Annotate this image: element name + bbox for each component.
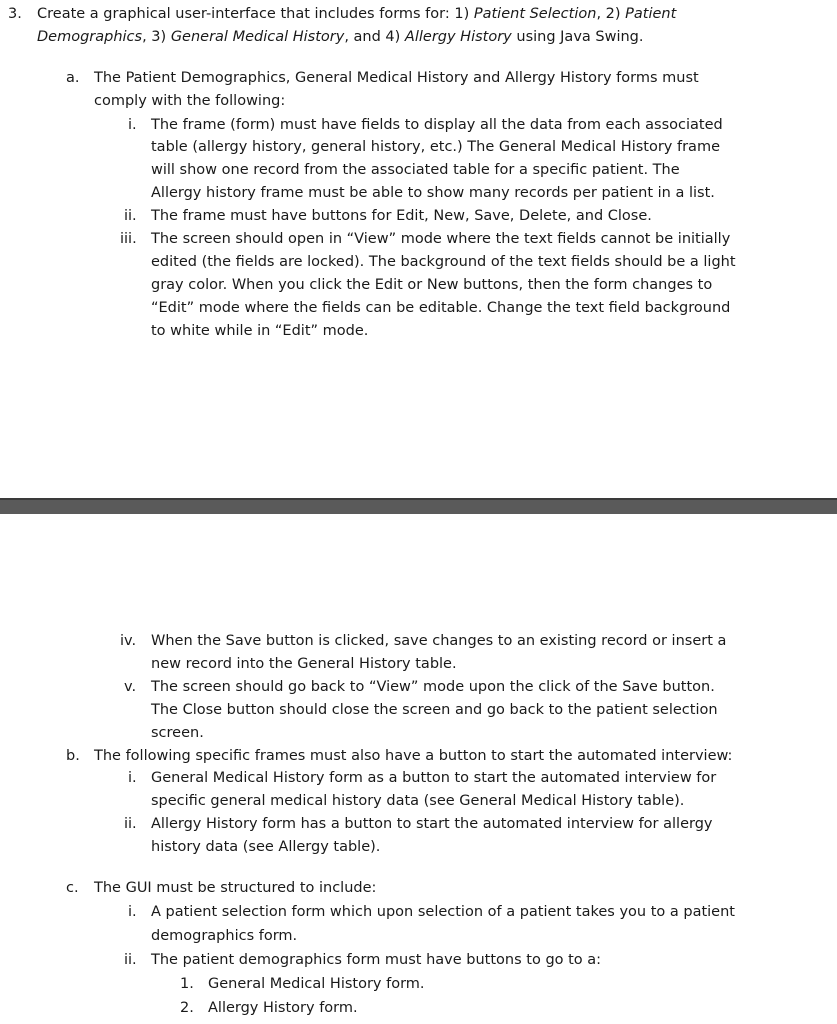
item-label: v. (124, 679, 137, 695)
item-line: table (allergy history, general history, etc.) The General Medical History frame (151, 139, 720, 155)
item-line: When the Save button is clicked, save changes to an existing record or insert a (151, 633, 727, 649)
item-label: ii. (124, 816, 137, 832)
item-label: i. (128, 904, 137, 920)
section-a-intro-line: The Patient Demographics, General Medical History and Allergy History forms must (94, 70, 699, 86)
item-line: screen. (151, 725, 204, 741)
question-line-2: Demographics, 3) General Medical History, and 4) Allergy History using Java Swing. (37, 29, 644, 45)
item-line: The patient demographics form must have buttons to go to a: (151, 952, 602, 968)
item-line: The Close button should close the screen and go back to the patient selection (151, 702, 718, 718)
subitem-label: 2. (180, 1000, 194, 1016)
item-label: ii. (124, 952, 137, 968)
item-line: Allergy history frame must be able to show many records per patient in a list. (151, 185, 715, 201)
item-line: history data (see Allergy table). (151, 839, 381, 855)
item-label: iv. (120, 633, 137, 649)
item-line: “Edit” mode where the fields can be editable. Change the text field background (151, 300, 731, 316)
subitem-text: General Medical History form. (208, 976, 425, 992)
subitem-label: 1. (180, 976, 194, 992)
section-b-intro: The following specific frames must also have a button to start the automated interview: (94, 748, 733, 764)
item-line: gray color. When you click the Edit or New buttons, then the form changes to (151, 277, 713, 293)
item-label: ii. (124, 208, 137, 224)
item-line: General Medical History form as a button to start the automated interview for (151, 770, 717, 786)
section-c-intro: The GUI must be structured to include: (94, 880, 377, 896)
question-number: 3. (8, 6, 22, 22)
item-line: The frame must have buttons for Edit, New, Save, Delete, and Close. (151, 208, 652, 224)
item-label: i. (128, 770, 137, 786)
item-line: Allergy History form has a button to start the automated interview for allergy (151, 816, 713, 832)
section-c-label: c. (66, 880, 79, 896)
question-line-1: Create a graphical user-interface that includes forms for: 1) Patient Selection, 2) Patient (37, 6, 677, 22)
section-b-label: b. (66, 748, 80, 764)
document-page-2 (0, 514, 837, 1024)
item-line: The screen should open in “View” mode where the text fields cannot be initially (151, 231, 731, 247)
item-line: to white while in “Edit” mode. (151, 323, 369, 339)
item-line: will show one record from the associated table for a specific patient. The (151, 162, 680, 178)
item-line: A patient selection form which upon selection of a patient takes you to a patient (151, 904, 735, 920)
item-label: i. (128, 117, 137, 133)
item-line: specific general medical history data (see General Medical History table). (151, 793, 685, 809)
subitem-text: Allergy History form. (208, 1000, 358, 1016)
section-a-label: a. (66, 70, 80, 86)
item-line: demographics form. (151, 928, 298, 944)
section-a-intro-line: comply with the following: (94, 93, 286, 109)
page-separator (0, 498, 837, 514)
item-line: new record into the General History table. (151, 656, 457, 672)
document-page-1 (0, 0, 837, 498)
item-label: iii. (120, 231, 137, 247)
item-line: The screen should go back to “View” mode upon the click of the Save button. (151, 679, 715, 695)
item-line: edited (the fields are locked). The background of the text fields should be a light (151, 254, 736, 270)
item-line: The frame (form) must have fields to display all the data from each associated (151, 117, 723, 133)
